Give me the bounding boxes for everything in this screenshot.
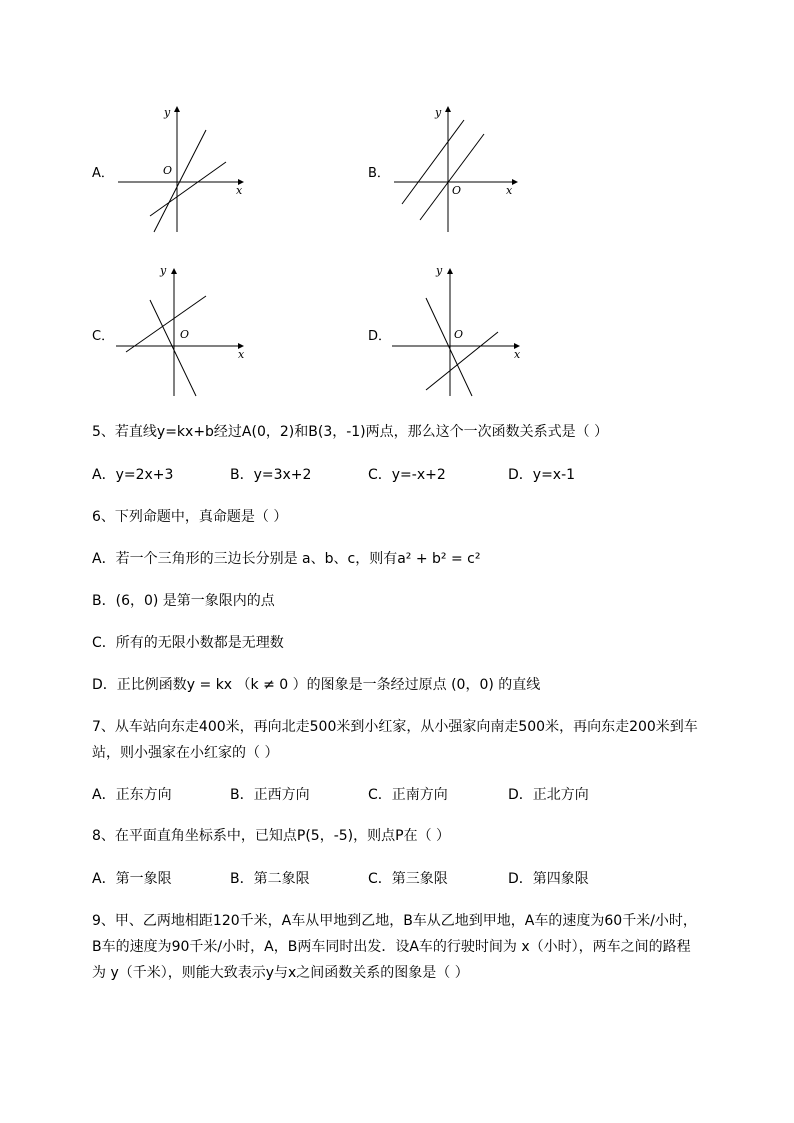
q6-option-c: C．所有的无限小数都是无理数 [92, 635, 284, 651]
graph-label-a: A． [92, 166, 114, 181]
graph-a-origin-label: O [163, 164, 173, 177]
q5-stem: 5、若直线y=kx+b经过A(0，2)和B(3，-1)两点，那么这个一次函数关系式是（ ） [92, 424, 609, 440]
graph-a [110, 100, 250, 240]
graph-label-b: B． [368, 166, 390, 181]
q5-option-d: D．y=x-1 [508, 467, 576, 483]
graph-c [110, 262, 250, 402]
graph-c-x-label: x [238, 348, 245, 361]
graph-a-y-label: y [164, 106, 171, 119]
q7-option-c: C．正南方向 [368, 787, 448, 803]
q9-stem-line2: B车的速度为90千米/小时，A，B两车同时出发．设A车的行驶时间为 x（小时），两车之间的路程 [92, 939, 691, 955]
graph-d [386, 262, 526, 402]
graph-label-d: D． [368, 329, 392, 344]
q8-option-c: C．第三象限 [368, 871, 448, 887]
q7-stem-line1: 7、从车站向东走400米，再向北走500米到小红家，从小强家向南走500米，再向东走200米到车 [92, 719, 698, 735]
graph-b [388, 100, 528, 240]
graph-c-y-label: y [160, 264, 167, 277]
q9-stem-line3: 为 y（千米），则能大致表示y与x之间函数关系的图象是（ ） [92, 965, 469, 981]
q5-option-c: C．y=-x+2 [368, 467, 446, 483]
q7-option-a: A．正东方向 [92, 787, 172, 803]
q7-option-b: B．正西方向 [230, 787, 310, 803]
graph-b-origin-label: O [452, 184, 462, 197]
q8-option-b: B．第二象限 [230, 871, 310, 887]
q6-option-d: D．正比例函数y = kx （k ≠ 0 ）的图象是一条经过原点 (0，0) 的直线 [92, 677, 541, 693]
q8-stem: 8、在平面直角坐标系中，已知点P(5，-5)，则点P在（ ） [92, 828, 451, 844]
graph-b-y-label: y [435, 106, 442, 119]
graph-b-x-label: x [506, 184, 513, 197]
q9-stem-line1: 9、甲、乙两地相距120千米，A车从甲地到乙地，B车从乙地到甲地，A车的速度为60千米/小时， [92, 913, 697, 929]
q7-option-d: D．正北方向 [508, 787, 589, 803]
q7-stem-line2: 站，则小强家在小红家的（ ） [92, 745, 279, 761]
q6-option-b: B．(6，0) 是第一象限内的点 [92, 593, 275, 609]
q8-option-d: D．第四象限 [508, 871, 589, 887]
graph-d-y-label: y [436, 264, 443, 277]
graph-label-c: C． [92, 329, 115, 344]
q5-option-a: A．y=2x+3 [92, 467, 174, 483]
graph-a-x-label: x [236, 184, 243, 197]
q8-option-a: A．第一象限 [92, 871, 172, 887]
graph-d-x-label: x [514, 348, 521, 361]
q6-stem: 6、下列命题中，真命题是（ ） [92, 509, 288, 525]
graph-d-origin-label: O [454, 328, 464, 341]
q5-option-b: B．y=3x+2 [230, 467, 312, 483]
graph-c-origin-label: O [180, 328, 190, 341]
q6-option-a: A．若一个三角形的三边长分别是 a、b、c，则有a² + b² = c² [92, 551, 481, 567]
